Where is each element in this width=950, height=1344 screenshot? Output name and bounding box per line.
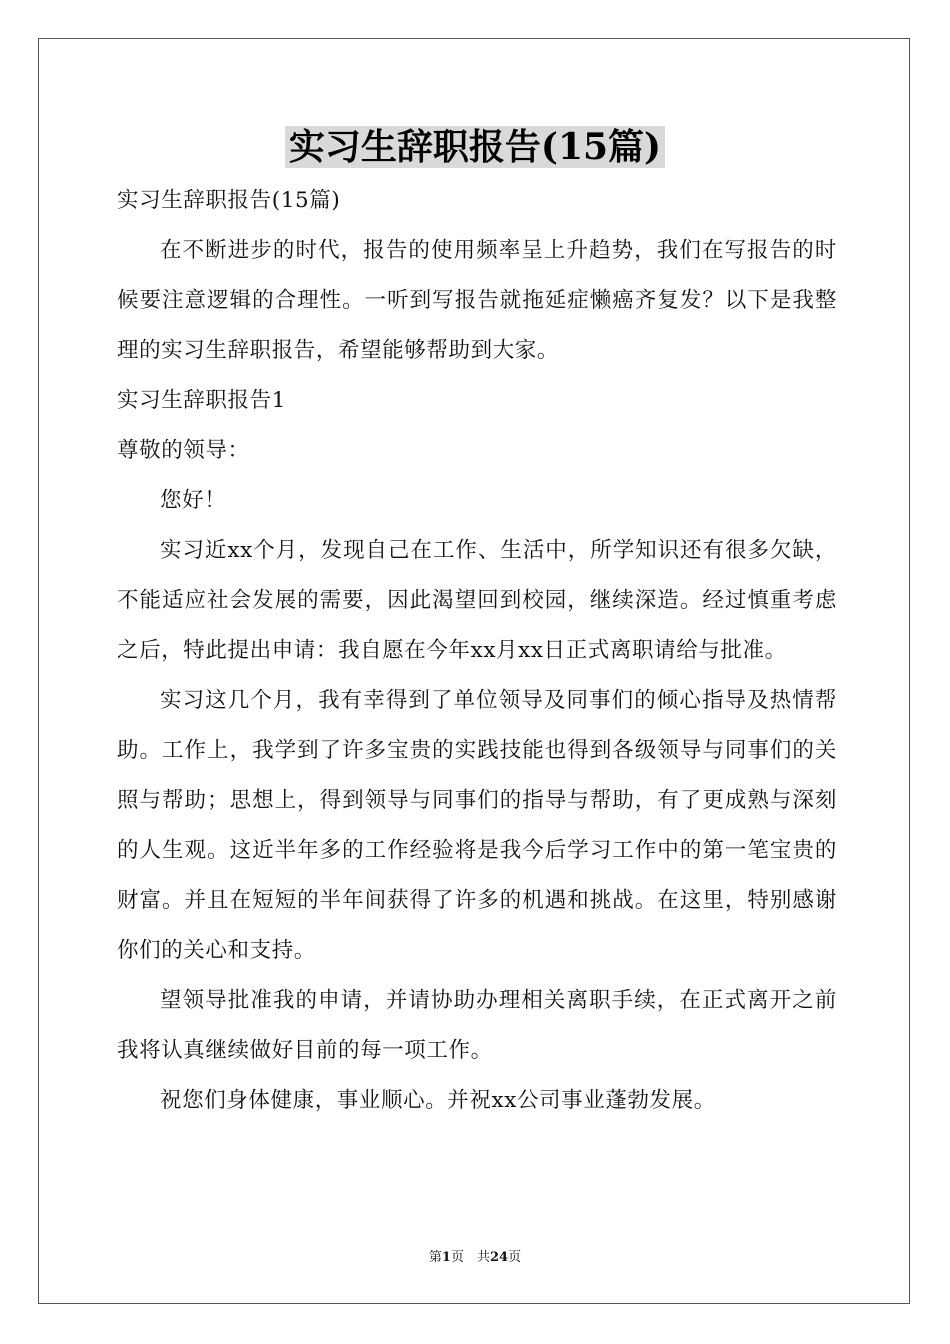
paragraph: 尊敬的领导： — [117, 438, 250, 463]
title-container — [0, 126, 950, 168]
page-mid: 页 共 — [450, 1250, 490, 1265]
paragraph: 在不断进步的时代，报告的使用频率呈上升趋势，我们在写报告的时候要注意逻辑的合理性。一听到写报告就拖延症懒癌齐复发？以下是我整理的实习生辞职报告，希望能够帮助到大家。 — [117, 238, 837, 363]
page-current: 1 — [441, 1250, 451, 1265]
page-footer — [0, 1246, 950, 1265]
paragraph: 实习近xx个月，发现自己在工作、生活中，所学知识还有很多欠缺，不能适应社会发展的需要，因此渴望回到校园，继续深造。经过慎重考虑之后，特此提出申请：我自愿在今年xx月xx日正式离职请给与批准。 — [117, 538, 837, 663]
paragraph: 实习生辞职报告(15篇) — [117, 188, 341, 213]
paragraph: 望领导批准我的申请，并请协助办理相关离职手续，在正式离开之前我将认真继续做好目前的每一项工作。 — [117, 988, 837, 1063]
page-prefix: 第 — [428, 1250, 442, 1265]
paragraph: 实习这几个月，我有幸得到了单位领导及同事们的倾心指导及热情帮助。工作上，我学到了许多宝贵的实践技能也得到各级领导与同事们的关照与帮助；思想上，得到领导与同事们的指导与帮助，有了更成熟与深刻的人生观。这近半年多的工作经验将是我今后学习工作中的第一笔宝贵的财富。并且在短短的半年间获得了许多的机遇和挑战。在这里，特别感谢你们的关心和支持。 — [117, 688, 837, 963]
paragraph: 祝您们身体健康，事业顺心。并祝xx公司事业蓬勃发展。 — [160, 1088, 716, 1113]
paragraph: 您好！ — [160, 488, 227, 513]
document-body — [117, 176, 837, 1126]
paragraph: 实习生辞职报告1 — [117, 388, 286, 413]
document-title: 实习生辞职报告(15篇) — [285, 126, 665, 168]
page-total: 24 — [489, 1250, 509, 1265]
page-suffix: 页 — [508, 1250, 522, 1265]
